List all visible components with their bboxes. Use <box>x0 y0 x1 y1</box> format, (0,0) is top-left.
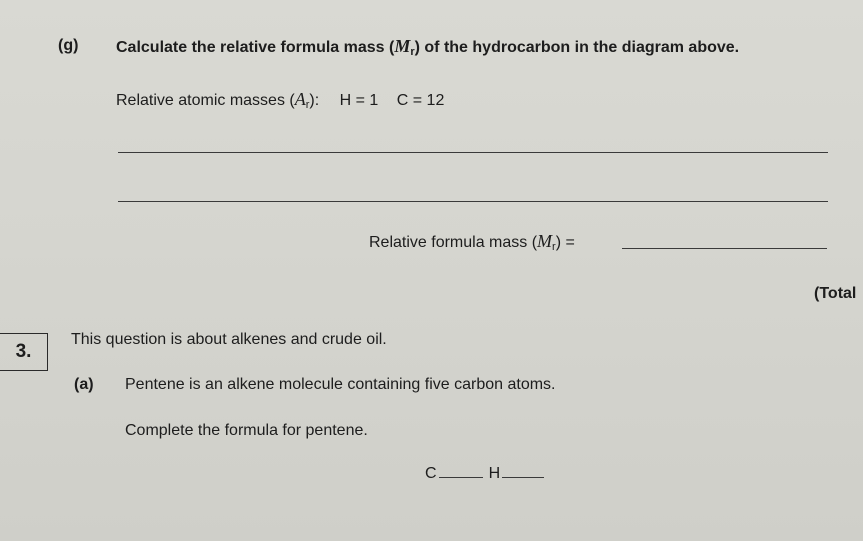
formula-mass-answer-label <box>369 231 575 257</box>
formula-mass-mr-subscript: r <box>552 241 556 253</box>
part-a-text: Pentene is an alkene molecule containing five carbon atoms. <box>125 376 556 393</box>
question-3-number-text: 3. <box>15 341 32 362</box>
carbon-mass: C = 12 <box>396 92 445 109</box>
part-g-question <box>116 36 739 62</box>
atomic-masses-pre: Relative atomic masses ( <box>116 92 295 109</box>
part-g-label: (g) <box>58 37 79 54</box>
hydrogen-mass: H = 1 <box>339 92 379 109</box>
atomic-masses-post: ): <box>309 92 320 109</box>
total-label: (Total <box>814 285 857 302</box>
formula-mass-answer-line[interactable] <box>622 248 827 249</box>
formula-hydrogen: H <box>488 465 501 482</box>
formula-mass-mr-symbol: M <box>537 231 553 251</box>
working-line-1[interactable] <box>118 152 828 153</box>
part-g-question-post: ) of the hydrocarbon in the diagram above. <box>414 39 740 56</box>
formula-mass-post: ) = <box>555 234 575 251</box>
carbon-count-blank[interactable] <box>439 463 483 478</box>
atomic-masses-line <box>116 89 444 115</box>
ar-subscript: r <box>305 99 310 111</box>
hydrogen-count-blank[interactable] <box>502 463 544 478</box>
question-3-intro: This question is about alkenes and crude oil. <box>71 331 387 348</box>
question-3-number <box>0 333 48 371</box>
mr-symbol: M <box>394 36 411 56</box>
mr-subscript: r <box>410 46 415 58</box>
part-a-label: (a) <box>74 376 94 393</box>
pentene-formula <box>425 463 544 484</box>
working-line-2[interactable] <box>118 201 828 202</box>
ar-symbol: A <box>294 89 306 109</box>
part-g-question-pre: Calculate the relative formula mass ( <box>116 39 395 56</box>
part-a-instruction: Complete the formula for pentene. <box>125 422 368 439</box>
formula-mass-pre: Relative formula mass ( <box>369 234 538 251</box>
formula-carbon: C <box>425 465 437 482</box>
